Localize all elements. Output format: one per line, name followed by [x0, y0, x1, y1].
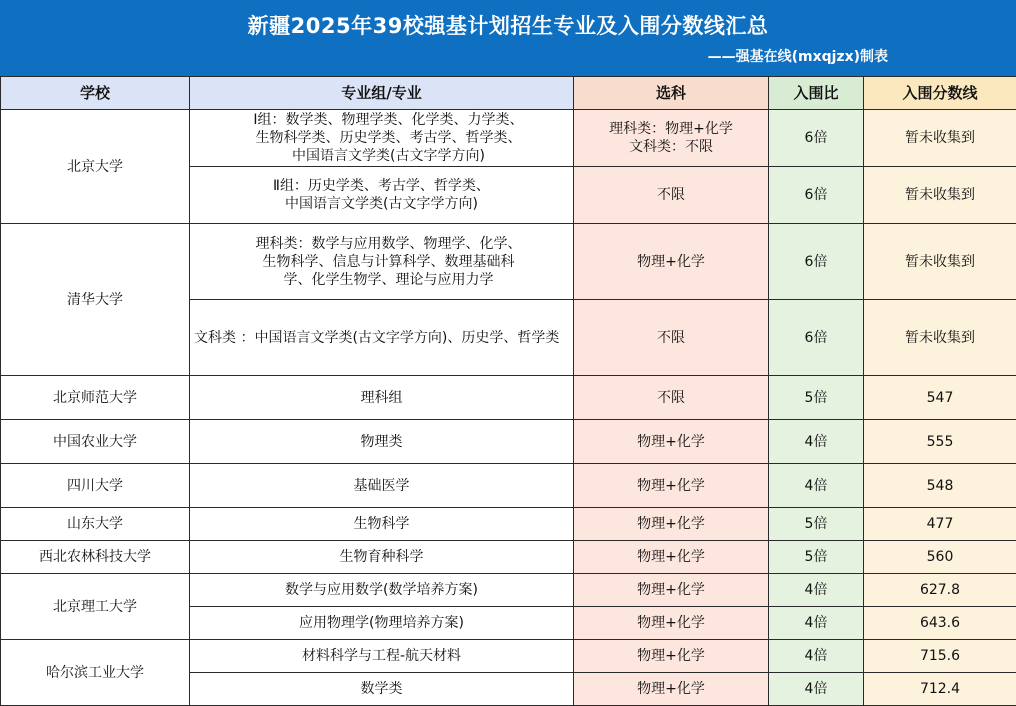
school-cell: 清华大学 — [1, 224, 190, 376]
subjects-cell: 不限 — [574, 167, 769, 224]
ratio-cell: 4倍 — [769, 574, 864, 607]
score-cell: 643.6 — [864, 607, 1016, 640]
score-cell: 555 — [864, 420, 1016, 464]
major-cell: 理科组 — [190, 376, 574, 420]
ratio-cell: 4倍 — [769, 420, 864, 464]
school-cell: 北京理工大学 — [1, 574, 190, 640]
subjects-cell: 物理+化学 — [574, 640, 769, 673]
table-header-row — [1, 77, 1016, 110]
score-cell: 715.6 — [864, 640, 1016, 673]
ratio-cell: 5倍 — [769, 541, 864, 574]
major-cell: 生物育种科学 — [190, 541, 574, 574]
ratio-cell: 4倍 — [769, 640, 864, 673]
major-cell: Ⅱ组：历史学类、考古学、哲学类、 中国语言文学类(古文字学方向) — [190, 167, 574, 224]
major-cell: 数学与应用数学(数学培养方案) — [190, 574, 574, 607]
subjects-cell: 物理+化学 — [574, 541, 769, 574]
subjects-cell: 物理+化学 — [574, 420, 769, 464]
header-score: 入围分数线 — [864, 77, 1016, 110]
major-cell: 基础医学 — [190, 464, 574, 508]
table-row — [1, 420, 1016, 464]
school-cell: 北京大学 — [1, 110, 190, 224]
school-cell: 山东大学 — [1, 508, 190, 541]
major-cell: 材料科学与工程-航天材料 — [190, 640, 574, 673]
header-major: 专业组/专业 — [190, 77, 574, 110]
page-title: 新疆2025年39校强基计划招生专业及入围分数线汇总 — [247, 14, 769, 38]
subjects-cell: 物理+化学 — [574, 508, 769, 541]
score-cell: 712.4 — [864, 673, 1016, 706]
title-band — [0, 0, 1016, 76]
ratio-cell: 6倍 — [769, 224, 864, 300]
table-row — [1, 464, 1016, 508]
school-cell: 西北农林科技大学 — [1, 541, 190, 574]
major-cell: 理科类：数学与应用数学、物理学、化学、生物科学、信息与计算科学、数理基础科学、化学生物学、理论与应用力学 — [190, 224, 574, 300]
score-cell: 暂未收集到 — [864, 300, 1016, 376]
score-cell: 548 — [864, 464, 1016, 508]
major-cell: 物理类 — [190, 420, 574, 464]
subjects-cell: 物理+化学 — [574, 607, 769, 640]
school-cell: 四川大学 — [1, 464, 190, 508]
ratio-cell: 5倍 — [769, 376, 864, 420]
ratio-cell: 6倍 — [769, 167, 864, 224]
major-cell: 生物科学 — [190, 508, 574, 541]
table-row — [1, 376, 1016, 420]
score-cell: 547 — [864, 376, 1016, 420]
table-row — [1, 541, 1016, 574]
ratio-cell: 4倍 — [769, 464, 864, 508]
table-row — [1, 574, 1016, 607]
table-row — [1, 110, 1016, 167]
page-subtitle: ——强基在线(mxqjzx)制表 — [707, 49, 888, 65]
score-cell: 627.8 — [864, 574, 1016, 607]
subjects-cell: 不限 — [574, 300, 769, 376]
school-cell: 中国农业大学 — [1, 420, 190, 464]
score-cell: 暂未收集到 — [864, 110, 1016, 167]
major-cell: 数学类 — [190, 673, 574, 706]
header-school: 学校 — [1, 77, 190, 110]
ratio-cell: 5倍 — [769, 508, 864, 541]
score-cell: 560 — [864, 541, 1016, 574]
school-cell: 哈尔滨工业大学 — [1, 640, 190, 706]
subjects-cell: 物理+化学 — [574, 574, 769, 607]
major-cell: Ⅰ组：数学类、物理学类、化学类、力学类、生物科学类、历史学类、考古学、哲学类、中国语言文学类(古文字学方向) — [190, 110, 574, 167]
major-cell: 应用物理学(物理培养方案) — [190, 607, 574, 640]
table-row — [1, 508, 1016, 541]
subjects-cell: 理科类：物理+化学 文科类：不限 — [574, 110, 769, 167]
subjects-cell: 物理+化学 — [574, 224, 769, 300]
score-cell: 477 — [864, 508, 1016, 541]
subjects-cell: 不限 — [574, 376, 769, 420]
subjects-cell: 物理+化学 — [574, 673, 769, 706]
major-cell: 文科类 ：中国语言文学类(古文字学方向)、历史学、哲学类 — [190, 300, 574, 376]
admission-table — [0, 76, 1016, 706]
header-subjects: 选科 — [574, 77, 769, 110]
table-row — [1, 640, 1016, 673]
ratio-cell: 4倍 — [769, 673, 864, 706]
score-cell: 暂未收集到 — [864, 224, 1016, 300]
score-cell: 暂未收集到 — [864, 167, 1016, 224]
ratio-cell: 6倍 — [769, 300, 864, 376]
ratio-cell: 4倍 — [769, 607, 864, 640]
ratio-cell: 6倍 — [769, 110, 864, 167]
school-cell: 北京师范大学 — [1, 376, 190, 420]
subjects-cell: 物理+化学 — [574, 464, 769, 508]
header-ratio: 入围比 — [769, 77, 864, 110]
table-row — [1, 224, 1016, 300]
